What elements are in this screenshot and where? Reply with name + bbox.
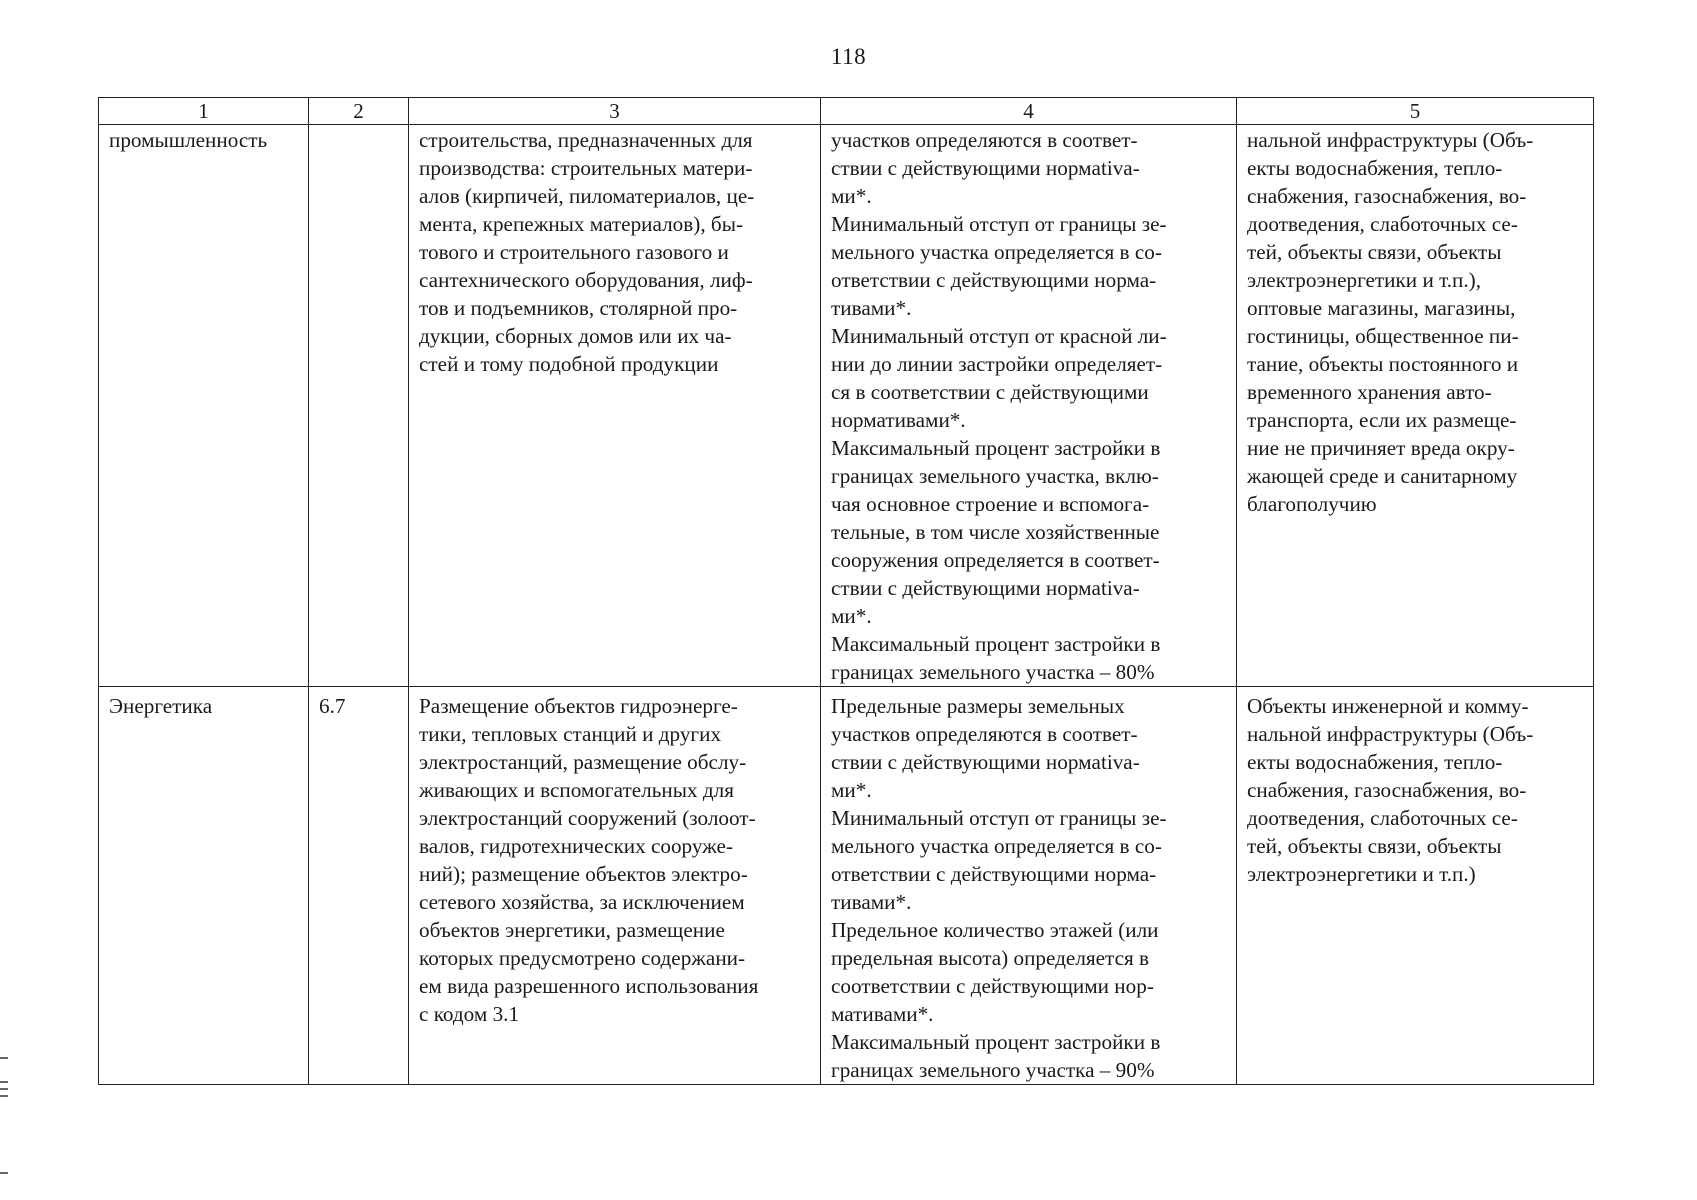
- column-number-5: 5: [1237, 98, 1594, 125]
- cell-text-line: ми*.: [831, 604, 872, 628]
- scan-margin-mark: [0, 1088, 8, 1090]
- cell-text-line: нии до линии застройки определяет-: [831, 352, 1163, 376]
- cell-text-line: предельная высота) определяется в: [831, 946, 1150, 970]
- cell-text-line: электроэнергетики и т.п.): [1247, 862, 1476, 886]
- cell-text-line: Минимальный отступ от красной ли-: [831, 324, 1167, 348]
- cell-text-line: транспорта, если их размеще-: [1247, 408, 1517, 432]
- cell-text-line: сантехнического оборудования, лиф-: [419, 268, 753, 292]
- use-code-cell: [309, 125, 409, 687]
- parameters-cell: [821, 687, 1237, 1085]
- cell-text-line: доотведения, слаботочных се-: [1247, 806, 1518, 830]
- cell-text-line: тового и строительного газового и: [419, 240, 729, 264]
- cell-text-line: временного хранения авто-: [1247, 380, 1492, 404]
- use-description-cell: [409, 687, 821, 1085]
- column-number-header-row: [99, 98, 1594, 125]
- cell-text-line: электростанций, размещение обслу-: [419, 750, 747, 774]
- cell-text-line: ем вида разрешенного использования: [419, 974, 759, 998]
- cell-text-line: Минимальный отступ от границы зе-: [831, 212, 1167, 236]
- cell-text-line: с кодом 3.1: [419, 1002, 520, 1026]
- cell-text-line: участков определяются в соответ-: [831, 722, 1138, 746]
- cell-text-line: мельного участка определяется в со-: [831, 240, 1162, 264]
- cell-text-line: Минимальный отступ от границы зе-: [831, 806, 1167, 830]
- cell-text-line: ствии с действующими нормativa-: [831, 576, 1140, 600]
- cell-text-line: доотведения, слаботочных се-: [1247, 212, 1518, 236]
- cell-text-line: мельного участка определяется в со-: [831, 834, 1162, 858]
- use-description-cell: [409, 125, 821, 687]
- column-number-4: 4: [821, 98, 1237, 125]
- cell-text-line: электроэнергетики и т.п.),: [1247, 268, 1482, 292]
- scan-margin-mark: [0, 1095, 8, 1097]
- cell-text-line: сооружения определяется в соответ-: [831, 548, 1160, 572]
- cell-text-line: снабжения, газоснабжения, во-: [1247, 778, 1527, 802]
- cell-text-line: тельные, в том числе хозяйственные: [831, 520, 1160, 544]
- cell-text-line: границах земельного участка – 80%: [831, 660, 1155, 684]
- cell-text-line: нормативами*.: [831, 408, 966, 432]
- cell-text-line: участков определяются в соответ-: [831, 128, 1138, 152]
- scan-margin-mark: [0, 1081, 8, 1083]
- scan-margin-mark: [0, 1057, 8, 1059]
- parameters-cell: [821, 125, 1237, 687]
- cell-text-line: мента, крепежных материалов), бы-: [419, 212, 743, 236]
- cell-text-line: границах земельного участка, вклю-: [831, 464, 1159, 488]
- cell-text-line: тики, тепловых станций и других: [419, 722, 722, 746]
- cell-text-line: Предельное количество этажей (или: [831, 918, 1159, 942]
- cell-text-line: тание, объекты постоянного и: [1247, 352, 1519, 376]
- cell-text-line: Объекты инженерной и комму-: [1247, 694, 1529, 718]
- cell-text-line: снабжения, газоснабжения, во-: [1247, 184, 1527, 208]
- land-use-type-cell: промышленность: [99, 125, 309, 687]
- cell-text-line: производства: строительных матери-: [419, 156, 753, 180]
- cell-text-line: жающей среде и санитарному: [1247, 464, 1518, 488]
- cell-text-line: Максимальный процент застройки в: [831, 632, 1161, 656]
- page-number: 118: [830, 44, 867, 69]
- cell-text-line: ми*.: [831, 778, 872, 802]
- cell-text-line: екты водоснабжения, тепло-: [1247, 750, 1503, 774]
- cell-text-line: Максимальный процент застройки в: [831, 1030, 1161, 1054]
- column-number-1: 1: [99, 98, 309, 125]
- cell-text-line: которых предусмотрено содержани-: [419, 946, 746, 970]
- cell-text-line: нальной инфраструктуры (Объ-: [1247, 722, 1534, 746]
- table-row: [99, 125, 1594, 687]
- cell-text-line: строительства, предназначенных для: [419, 128, 753, 152]
- cell-text-line: ствии с действующими нормativa-: [831, 750, 1140, 774]
- cell-text-line: соответствии с действующими нор-: [831, 974, 1154, 998]
- cell-text-line: тивами*.: [831, 890, 912, 914]
- cell-text-line: благополучию: [1247, 492, 1377, 516]
- cell-text-line: тов и подъемников, столярной про-: [419, 296, 738, 320]
- auxiliary-uses-cell: [1237, 687, 1594, 1085]
- auxiliary-uses-cell: [1237, 125, 1594, 687]
- table-row: [99, 687, 1594, 1085]
- cell-text-line: алов (кирпичей, пиломатериалов, це-: [419, 184, 755, 208]
- cell-text-line: тей, объекты связи, объекты: [1247, 834, 1502, 858]
- cell-text-line: границах земельного участка – 90%: [831, 1058, 1155, 1082]
- cell-text-line: екты водоснабжения, тепло-: [1247, 156, 1503, 180]
- cell-text-line: ствии с действующими нормativa-: [831, 156, 1140, 180]
- cell-text-line: ми*.: [831, 184, 872, 208]
- cell-text-line: Размещение объектов гидроэнерге-: [419, 694, 738, 718]
- cell-text-line: ся в соответствии с действующими: [831, 380, 1149, 404]
- cell-text-line: сетевого хозяйства, за исключением: [419, 890, 745, 914]
- land-use-type-cell: Энергетика: [99, 687, 309, 1085]
- cell-text-line: нальной инфраструктуры (Объ-: [1247, 128, 1534, 152]
- cell-text-line: валов, гидротехнических сооруже-: [419, 834, 734, 858]
- cell-text-line: Предельные размеры земельных: [831, 694, 1125, 718]
- cell-text-line: гостиницы, общественное пи-: [1247, 324, 1519, 348]
- use-code-cell: 6.7: [309, 687, 409, 1085]
- cell-text-line: электростанций сооружений (золоот-: [419, 806, 756, 830]
- land-use-regulations-table: [98, 97, 1594, 1085]
- cell-text-line: ний); размещение объектов электро-: [419, 862, 748, 886]
- cell-text-line: мативами*.: [831, 1002, 934, 1026]
- cell-text-line: ответствии с действующими норма-: [831, 268, 1157, 292]
- column-number-2: 2: [309, 98, 409, 125]
- cell-text-line: ответствии с действующими норма-: [831, 862, 1157, 886]
- cell-text-line: оптовые магазины, магазины,: [1247, 296, 1516, 320]
- cell-text-line: тивами*.: [831, 296, 912, 320]
- cell-text-line: тей, объекты связи, объекты: [1247, 240, 1502, 264]
- cell-text-line: стей и тому подобной продукции: [419, 352, 719, 376]
- scan-margin-mark: [0, 1172, 8, 1174]
- column-number-3: 3: [409, 98, 821, 125]
- cell-text-line: живающих и вспомогательных для: [419, 778, 734, 802]
- cell-text-line: объектов энергетики, размещение: [419, 918, 725, 942]
- cell-text-line: дукции, сборных домов или их ча-: [419, 324, 732, 348]
- cell-text-line: Максимальный процент застройки в: [831, 436, 1161, 460]
- cell-text-line: чая основное строение и вспомога-: [831, 492, 1150, 516]
- cell-text-line: ние не причиняет вреда окру-: [1247, 436, 1515, 460]
